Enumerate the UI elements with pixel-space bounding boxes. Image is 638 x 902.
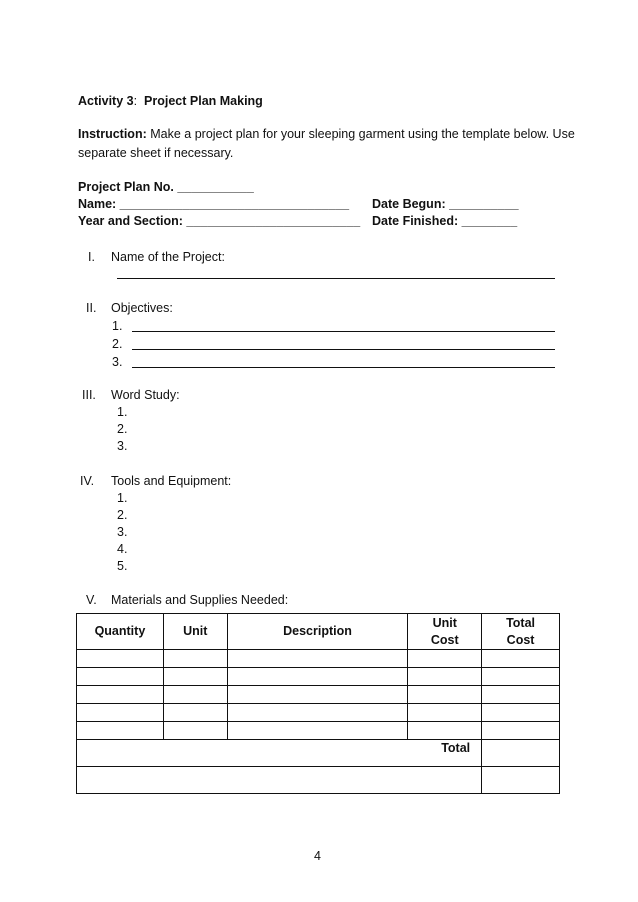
header-unit-cost: [408, 614, 482, 650]
objective-line-2: [132, 349, 555, 350]
table-cell[interactable]: [227, 668, 408, 686]
header-total-cost-line-2: Cost: [506, 632, 535, 647]
table-row: [77, 668, 560, 686]
table-cell[interactable]: [482, 650, 560, 668]
tools-item-1: 1.: [117, 491, 128, 505]
table-cell[interactable]: [408, 704, 482, 722]
instruction-line-1: [78, 127, 575, 141]
objective-item-1: 1.: [112, 319, 123, 333]
table-row: [77, 722, 560, 740]
tools-item-3: 3.: [117, 525, 128, 539]
section-5-numeral: V.: [86, 593, 97, 607]
table-cell[interactable]: [163, 704, 227, 722]
header-quantity: Quantity: [77, 614, 164, 650]
table-cell[interactable]: [227, 722, 408, 740]
objective-item-3: 3.: [112, 355, 123, 369]
header-total-cost-line-1: Total: [506, 615, 536, 630]
word-study-item-2: 2.: [117, 422, 128, 436]
total-row: [77, 740, 560, 767]
table-cell[interactable]: [482, 704, 560, 722]
footer-row: [77, 767, 560, 794]
section-3-numeral: III.: [82, 388, 96, 402]
table-cell[interactable]: [408, 650, 482, 668]
tools-item-4: 4.: [117, 542, 128, 556]
instruction-text-1: Make a project plan for your sleeping garment using the template below. Use: [150, 127, 575, 141]
header-unit-cost-line-1: Unit: [432, 615, 457, 630]
section-4-numeral: IV.: [80, 474, 95, 488]
tools-item-2: 2.: [117, 508, 128, 522]
header-unit: Unit: [163, 614, 227, 650]
table-cell[interactable]: [163, 668, 227, 686]
total-label: Total: [441, 741, 471, 755]
page-number: 4: [314, 849, 321, 863]
section-4-title: Tools and Equipment:: [111, 474, 232, 488]
table-cell[interactable]: [77, 686, 164, 704]
section-1-title: Name of the Project:: [111, 250, 225, 264]
table-cell[interactable]: [482, 686, 560, 704]
table-cell[interactable]: [482, 668, 560, 686]
table-cell[interactable]: [227, 686, 408, 704]
header-total-cost: [482, 614, 560, 650]
total-value-cell[interactable]: [482, 740, 560, 767]
materials-table: [76, 613, 560, 794]
activity-number: 3: [126, 94, 134, 108]
table-cell[interactable]: [408, 668, 482, 686]
date-begun-field: Date Begun: __________: [372, 197, 519, 211]
table-cell[interactable]: [227, 704, 408, 722]
date-finished-field: Date Finished: ________: [372, 214, 518, 228]
instruction-label: Instruction:: [78, 127, 147, 141]
total-label-cell: [77, 740, 482, 767]
section-2-numeral: II.: [86, 301, 97, 315]
word-study-item-1: 1.: [117, 405, 128, 419]
footer-value-cell[interactable]: [482, 767, 560, 794]
table-cell[interactable]: [482, 722, 560, 740]
section-5-title: Materials and Supplies Needed:: [111, 593, 289, 607]
table-cell[interactable]: [77, 704, 164, 722]
table-cell[interactable]: [77, 650, 164, 668]
instruction-text-2: separate sheet if necessary.: [78, 146, 234, 160]
section-1-numeral: I.: [88, 250, 95, 264]
table-cell[interactable]: [77, 722, 164, 740]
table-cell[interactable]: [163, 650, 227, 668]
project-plan-no-field: Project Plan No. ___________: [78, 180, 254, 194]
activity-colon: :: [133, 94, 138, 108]
table-cell[interactable]: [163, 686, 227, 704]
objective-line-3: [132, 367, 555, 368]
table-cell[interactable]: [163, 722, 227, 740]
table-row: [77, 704, 560, 722]
table-header-row: [77, 614, 560, 650]
table-cell[interactable]: [227, 650, 408, 668]
objective-line-1: [132, 331, 555, 332]
year-section-field: Year and Section: _________________________: [78, 214, 361, 228]
activity-heading: [78, 94, 263, 108]
word-study-item-3: 3.: [117, 439, 128, 453]
table-cell[interactable]: [408, 722, 482, 740]
footer-cell[interactable]: [77, 767, 482, 794]
name-field: Name: _________________________________: [78, 197, 350, 211]
table-row: [77, 650, 560, 668]
table-cell[interactable]: [408, 686, 482, 704]
project-name-line: [117, 278, 555, 279]
table-row: [77, 686, 560, 704]
header-description: Description: [227, 614, 408, 650]
header-unit-cost-line-2: Cost: [430, 632, 459, 647]
section-2-title: Objectives:: [111, 301, 173, 315]
table-cell[interactable]: [77, 668, 164, 686]
section-3-title: Word Study:: [111, 388, 180, 402]
tools-item-5: 5.: [117, 559, 128, 573]
activity-title: Project Plan Making: [144, 94, 263, 108]
activity-label: Activity: [78, 94, 124, 108]
objective-item-2: 2.: [112, 337, 123, 351]
